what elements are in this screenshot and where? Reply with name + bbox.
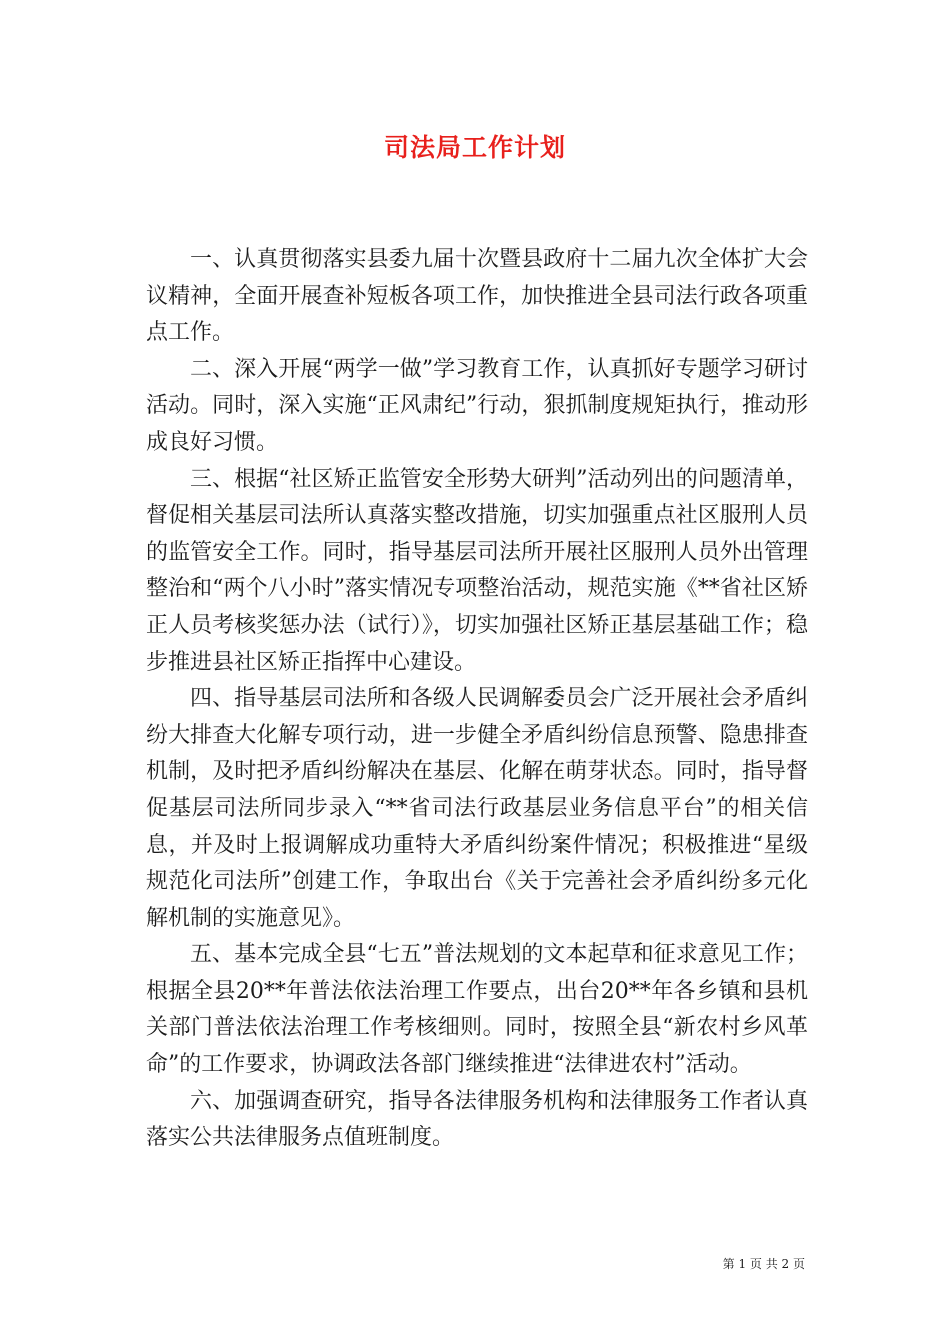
paragraph-2: 二、深入开展“两学一做”学习教育工作，认真抓好专题学习研讨活动。同时，深入实施“正风肃纪”行动，狠抓制度规矩执行，推动形成良好习惯。 — [146, 356, 808, 455]
page-title: 司法局工作计划 — [383, 133, 566, 162]
page-number: 第 1 页 共 2 页 — [722, 1257, 805, 1271]
paragraph-4: 四、指导基层司法所和各级人民调解委员会广泛开展社会矛盾纠纷大排查大化解专项行动，进一步健全矛盾纠纷信息预警、隐患排查机制，及时把矛盾纠纷解决在基层、化解在萌芽状态。同时，指导督促基层司法所同步录入“**省司法行政基层业务信息平台”的相关信息，并及时上报调解成功重特大矛盾纠纷案件情况；积极推进“星级规范化司法所”创建工作，争取出台《关于完善社会矛盾纠纷多元化解机制的实施意见》。 — [146, 686, 808, 931]
paragraph-3: 三、根据“社区矫正监管安全形势大研判”活动列出的问题清单，督促相关基层司法所认真落实整改措施，切实加强重点社区服刑人员的监管安全工作。同时，指导基层司法所开展社区服刑人员外出管理整治和“两个八小时”落实情况专项整治活动，规范实施《**省社区矫正人员考核奖惩办法（试行）》，切实加强社区矫正基层基础工作；稳步推进县社区矫正指挥中心建设。 — [146, 466, 808, 675]
paragraph-5: 五、基本完成全县“七五”普法规划的文本起草和征求意见工作；根据全县20**年普法依法治理工作要点，出台20**年各乡镇和县机关部门普法依法治理工作考核细则。同时，按照全县“新农村乡风革命”的工作要求，协调政法各部门继续推进“法律进农村”活动。 — [146, 942, 808, 1078]
document-body — [146, 242, 808, 1157]
paragraph-6: 六、加强调查研究，指导各法律服务机构和法律服务工作者认真落实公共法律服务点值班制度。 — [146, 1088, 808, 1151]
paragraph-1: 一、认真贯彻落实县委九届十次暨县政府十二届九次全体扩大会议精神，全面开展查补短板各项工作，加快推进全县司法行政各项重点工作。 — [146, 247, 808, 346]
